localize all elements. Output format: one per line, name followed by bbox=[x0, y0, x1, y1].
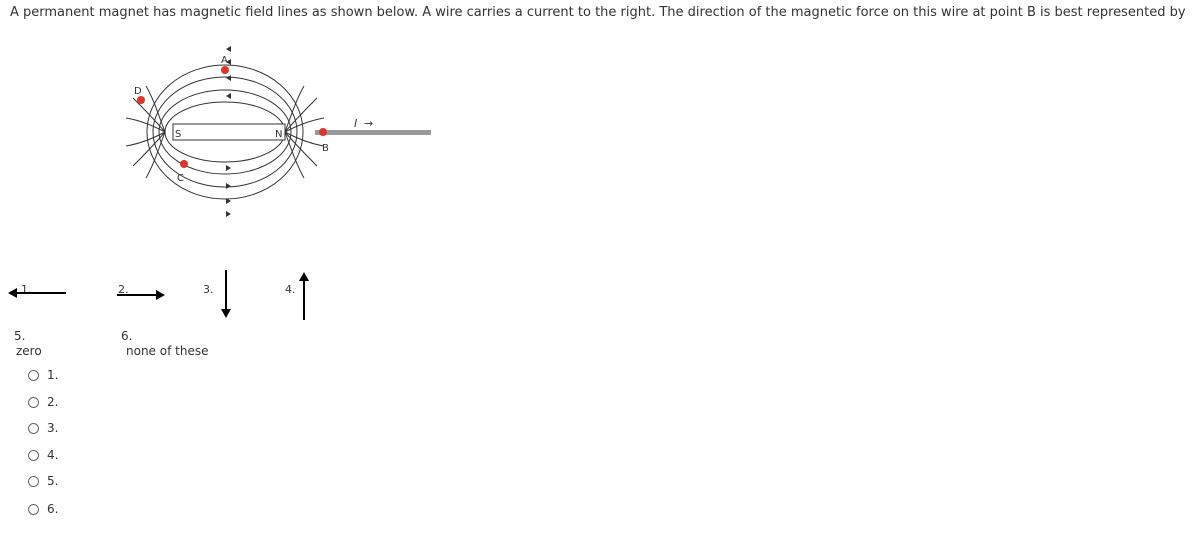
point-a-dot bbox=[221, 66, 229, 74]
radio-option-label[interactable]: 3. bbox=[47, 421, 59, 435]
bar-magnet bbox=[173, 124, 285, 140]
choice-5-number: 5. bbox=[14, 329, 26, 343]
radio-option-label[interactable]: 2. bbox=[47, 395, 59, 409]
radio-option-2[interactable] bbox=[28, 393, 58, 411]
radio-button-icon[interactable] bbox=[28, 504, 39, 515]
radio-option-label[interactable]: 6. bbox=[47, 502, 59, 516]
arrow-right-icon bbox=[117, 288, 165, 302]
radio-button-icon[interactable] bbox=[28, 397, 39, 408]
radio-option-label[interactable]: 4. bbox=[47, 448, 59, 462]
radio-option-3[interactable] bbox=[28, 419, 58, 437]
point-d-dot bbox=[137, 96, 145, 104]
label-point-a: A bbox=[221, 55, 228, 66]
radio-button-icon[interactable] bbox=[28, 370, 39, 381]
current-arrow: → bbox=[364, 117, 374, 130]
label-pole-s: S bbox=[175, 129, 182, 140]
point-c-dot bbox=[180, 160, 188, 168]
radio-option-label[interactable]: 5. bbox=[47, 474, 59, 488]
radio-option-label[interactable]: 1. bbox=[47, 368, 59, 382]
radio-option-6[interactable] bbox=[28, 500, 58, 518]
current-label: I bbox=[354, 117, 358, 130]
radio-button-icon[interactable] bbox=[28, 450, 39, 461]
radio-button-icon[interactable] bbox=[28, 423, 39, 434]
point-b-dot bbox=[319, 128, 327, 136]
radio-option-4[interactable] bbox=[28, 446, 58, 464]
choice-3-label: 3. bbox=[203, 283, 214, 296]
choice-6-number: 6. bbox=[121, 329, 133, 343]
label-point-b: B bbox=[322, 143, 329, 154]
question-text: A permanent magnet has magnetic field lines as shown below. A wire carries a current to the right. The direction of the magnetic force on this wire at point B is best represented by bbox=[10, 5, 1186, 20]
choice-2-label: 2. bbox=[118, 283, 129, 296]
arrow-left-icon bbox=[8, 286, 66, 300]
arrow-up-icon bbox=[297, 272, 311, 320]
label-pole-n: N bbox=[275, 129, 283, 140]
radio-button-icon[interactable] bbox=[28, 476, 39, 487]
choice-4-label: 4. bbox=[285, 283, 296, 296]
arrow-down-icon bbox=[219, 270, 233, 318]
choice-1-label: 1. bbox=[21, 283, 32, 296]
radio-option-5[interactable] bbox=[28, 472, 58, 490]
choice-6-text: none of these bbox=[126, 344, 209, 358]
magnet-field-diagram bbox=[118, 38, 438, 228]
radio-option-1[interactable] bbox=[28, 366, 58, 384]
wire bbox=[315, 130, 431, 135]
label-point-d: D bbox=[134, 86, 142, 97]
choice-5-text: zero bbox=[16, 344, 42, 358]
label-point-c: C bbox=[177, 173, 184, 184]
